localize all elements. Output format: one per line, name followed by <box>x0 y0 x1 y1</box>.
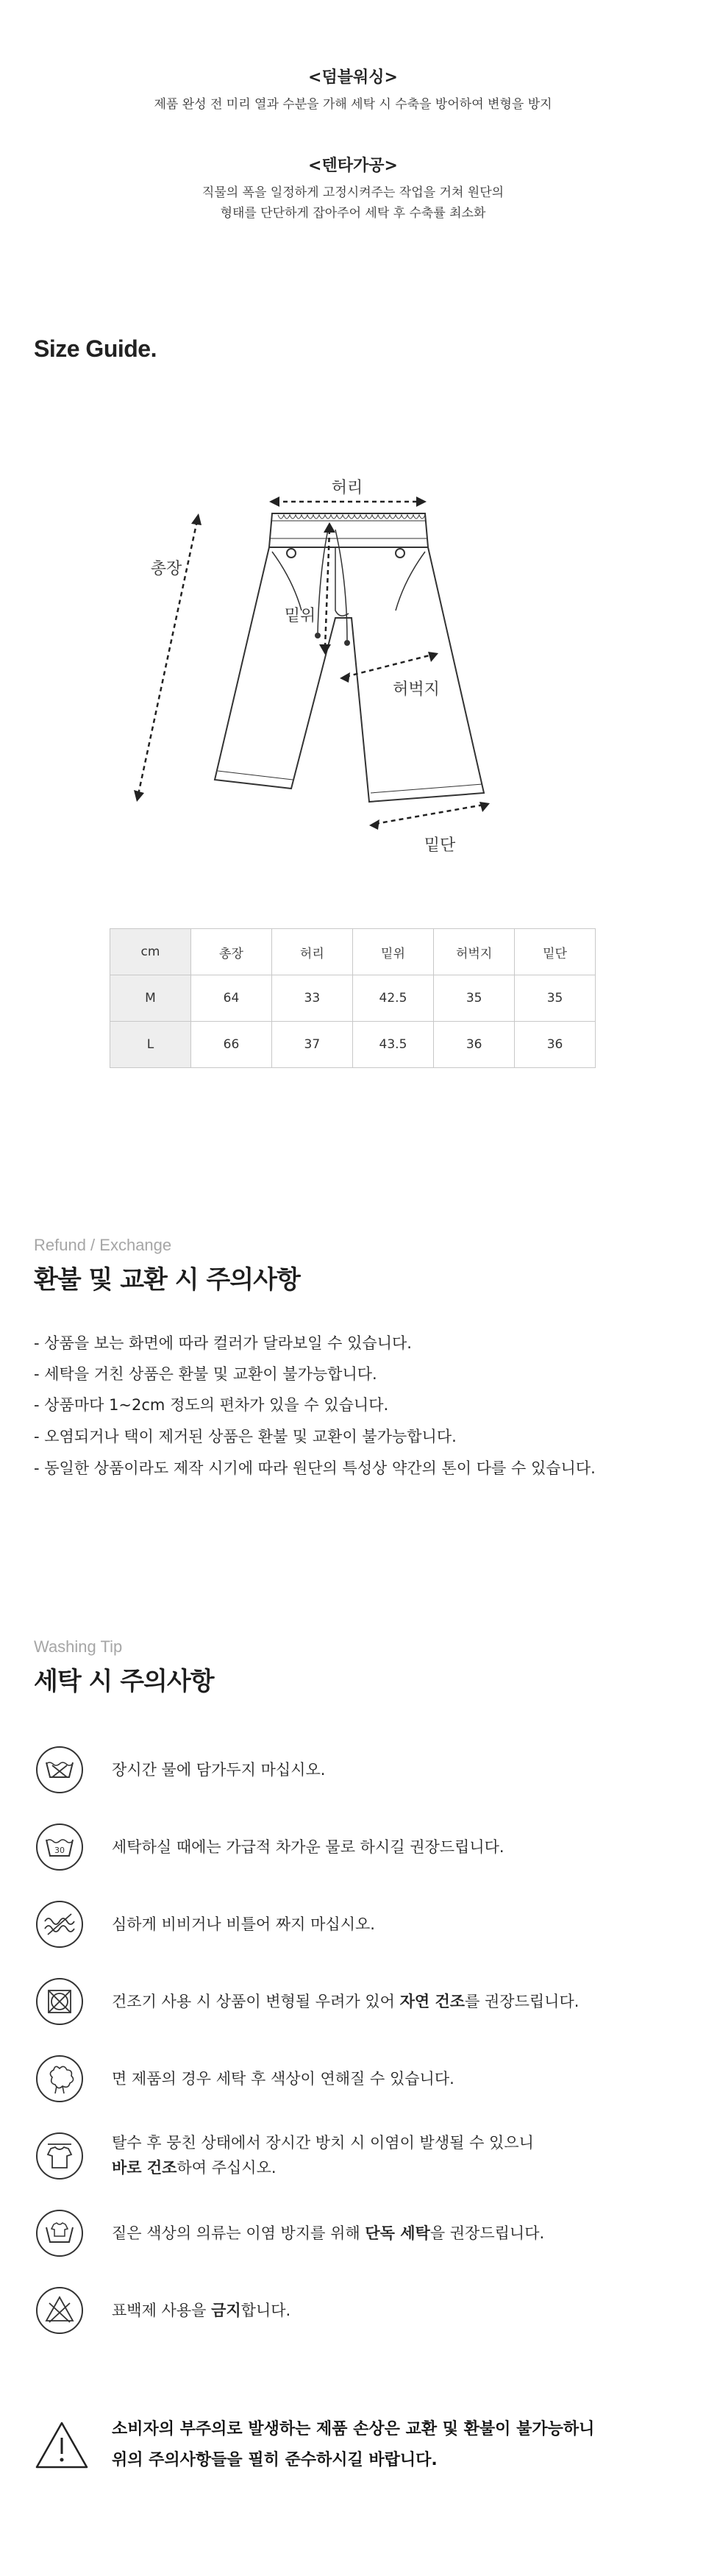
table-cell: 35 <box>434 975 515 1022</box>
no-wring-icon <box>35 1899 85 1949</box>
wash-tip-text: 하여 주십시오. <box>176 2159 277 2177</box>
wash-tip-text: 을 권장드립니다. <box>429 2224 545 2242</box>
table-row <box>110 1022 596 1068</box>
final-notice-line-2: 위의 주의사항들을 필히 준수하시길 바랍니다. <box>112 2451 438 2469</box>
wash-tip-4 <box>112 1989 579 2014</box>
table-header-cell: cm <box>110 929 191 975</box>
waist-label: 허리 <box>331 479 363 497</box>
process-desc-tenter-1: 직물의 폭을 일정하게 고정시켜주는 작업을 거쳐 원단의 <box>202 185 504 200</box>
table-cell: 66 <box>191 1022 272 1068</box>
table-header-cell: 밑위 <box>352 929 433 975</box>
cotton-icon <box>35 2054 85 2104</box>
table-cell: 37 <box>271 1022 352 1068</box>
wash-tip-text: 심하게 비비거나 비틀어 짜지 마십시오. <box>112 1915 375 1933</box>
refund-item: - 상품을 보는 화면에 따라 컬러가 달라보일 수 있습니다. <box>34 1334 412 1352</box>
table-cell: 35 <box>515 975 596 1022</box>
wash-tip-2 <box>112 1835 504 1860</box>
refund-item: - 상품마다 1~2cm 정도의 편차가 있을 수 있습니다. <box>34 1396 389 1414</box>
no-soak-icon <box>35 1745 85 1795</box>
wash-tip-text: 면 제품의 경우 세탁 후 색상이 연해질 수 있습니다. <box>112 2070 454 2088</box>
process-title-tenter: <텐타가공> <box>308 157 398 175</box>
refund-title: 환불 및 교환 시 주의사항 <box>34 1265 300 1295</box>
table-cell: 42.5 <box>352 975 433 1022</box>
refund-item: - 동일한 상품이라도 제작 시기에 따라 원단의 특성상 약간의 톤이 다를 수 있습니다. <box>34 1459 596 1477</box>
table-cell: 43.5 <box>352 1022 433 1068</box>
final-notice-line-1: 소비자의 부주의로 발생하는 제품 손상은 교환 및 환불이 불가능하니 <box>112 2420 595 2438</box>
table-cell: M <box>110 975 191 1022</box>
size-table <box>110 928 596 1068</box>
wash-tip-text: 건조기 사용 시 상품이 변형될 우려가 있어 <box>112 1993 400 2010</box>
length-label: 총장 <box>150 560 182 578</box>
wash-tip-bold: 단독 세탁 <box>365 2224 430 2242</box>
table-row <box>110 975 596 1022</box>
process-desc-tenter-2: 형태를 단단하게 잡아주어 세탁 후 수축률 최소화 <box>220 206 486 221</box>
wash-tip-text: 를 권장드립니다. <box>465 1993 580 2010</box>
svg-text:30: 30 <box>54 1846 65 1855</box>
table-header-cell: 총장 <box>191 929 272 975</box>
wash-tip-bold: 바로 건조 <box>112 2159 177 2177</box>
size-guide-title: Size Guide. <box>34 335 157 362</box>
dry-shirt-icon <box>35 2131 85 2181</box>
separate-wash-icon <box>35 2208 85 2258</box>
refund-subtitle: Refund / Exchange <box>34 1236 172 1254</box>
table-cell: L <box>110 1022 191 1068</box>
warning-icon <box>35 2420 89 2470</box>
washing-subtitle: Washing Tip <box>34 1637 123 1656</box>
hem-label: 밑단 <box>424 836 456 855</box>
table-header-row <box>110 929 596 975</box>
shorts-diagram <box>150 456 544 875</box>
wash-tip-text: 장시간 물에 담가두지 마십시오. <box>112 1761 326 1779</box>
process-desc-tumble: 제품 완성 전 미리 열과 수분을 가해 세탁 시 수축을 방어하여 변형을 방지 <box>154 97 552 112</box>
wash-tip-7 <box>112 2221 544 2246</box>
refund-item: - 오염되거나 택이 제거된 상품은 환불 및 교환이 불가능합니다. <box>34 1428 457 1445</box>
washing-title: 세탁 시 주의사항 <box>34 1667 214 1696</box>
wash-tip-text: 세탁하실 때에는 가급적 차가운 물로 하시길 권장드립니다. <box>112 1838 504 1856</box>
wash-tip-8 <box>112 2298 290 2323</box>
wash-tip-text: 짙은 색상의 의류는 이염 방지를 위해 <box>112 2224 366 2242</box>
no-bleach-icon <box>35 2285 85 2335</box>
table-cell: 33 <box>271 975 352 1022</box>
wash-tip-6 <box>112 2130 534 2180</box>
wash-tip-5 <box>112 2066 454 2091</box>
wash-30-icon <box>35 1822 85 1872</box>
wash-tip-bold: 금지 <box>211 2302 241 2319</box>
table-header-cell: 허리 <box>271 929 352 975</box>
table-header-cell: 허벅지 <box>434 929 515 975</box>
table-cell: 36 <box>434 1022 515 1068</box>
wash-tip-bold: 자연 건조 <box>399 1993 466 2010</box>
refund-item: - 세탁을 거친 상품은 환불 및 교환이 불가능합니다. <box>34 1365 377 1383</box>
process-title-tumble: <덤블워싱> <box>308 68 398 87</box>
thigh-label: 허벅지 <box>393 680 440 699</box>
table-cell: 64 <box>191 975 272 1022</box>
wash-tip-text: 합니다. <box>240 2302 291 2319</box>
table-header-cell: 밑단 <box>515 929 596 975</box>
wash-tip-text: 탈수 후 뭉친 상태에서 장시간 방치 시 이염이 발생될 수 있으니 <box>112 2134 534 2152</box>
wash-tip-text: 표백제 사용을 <box>112 2302 212 2319</box>
rise-label: 밑위 <box>284 607 316 625</box>
no-tumble-dry-icon <box>35 1977 85 2027</box>
table-cell: 36 <box>515 1022 596 1068</box>
wash-tip-3 <box>112 1912 375 1937</box>
wash-tip-1 <box>112 1757 325 1782</box>
